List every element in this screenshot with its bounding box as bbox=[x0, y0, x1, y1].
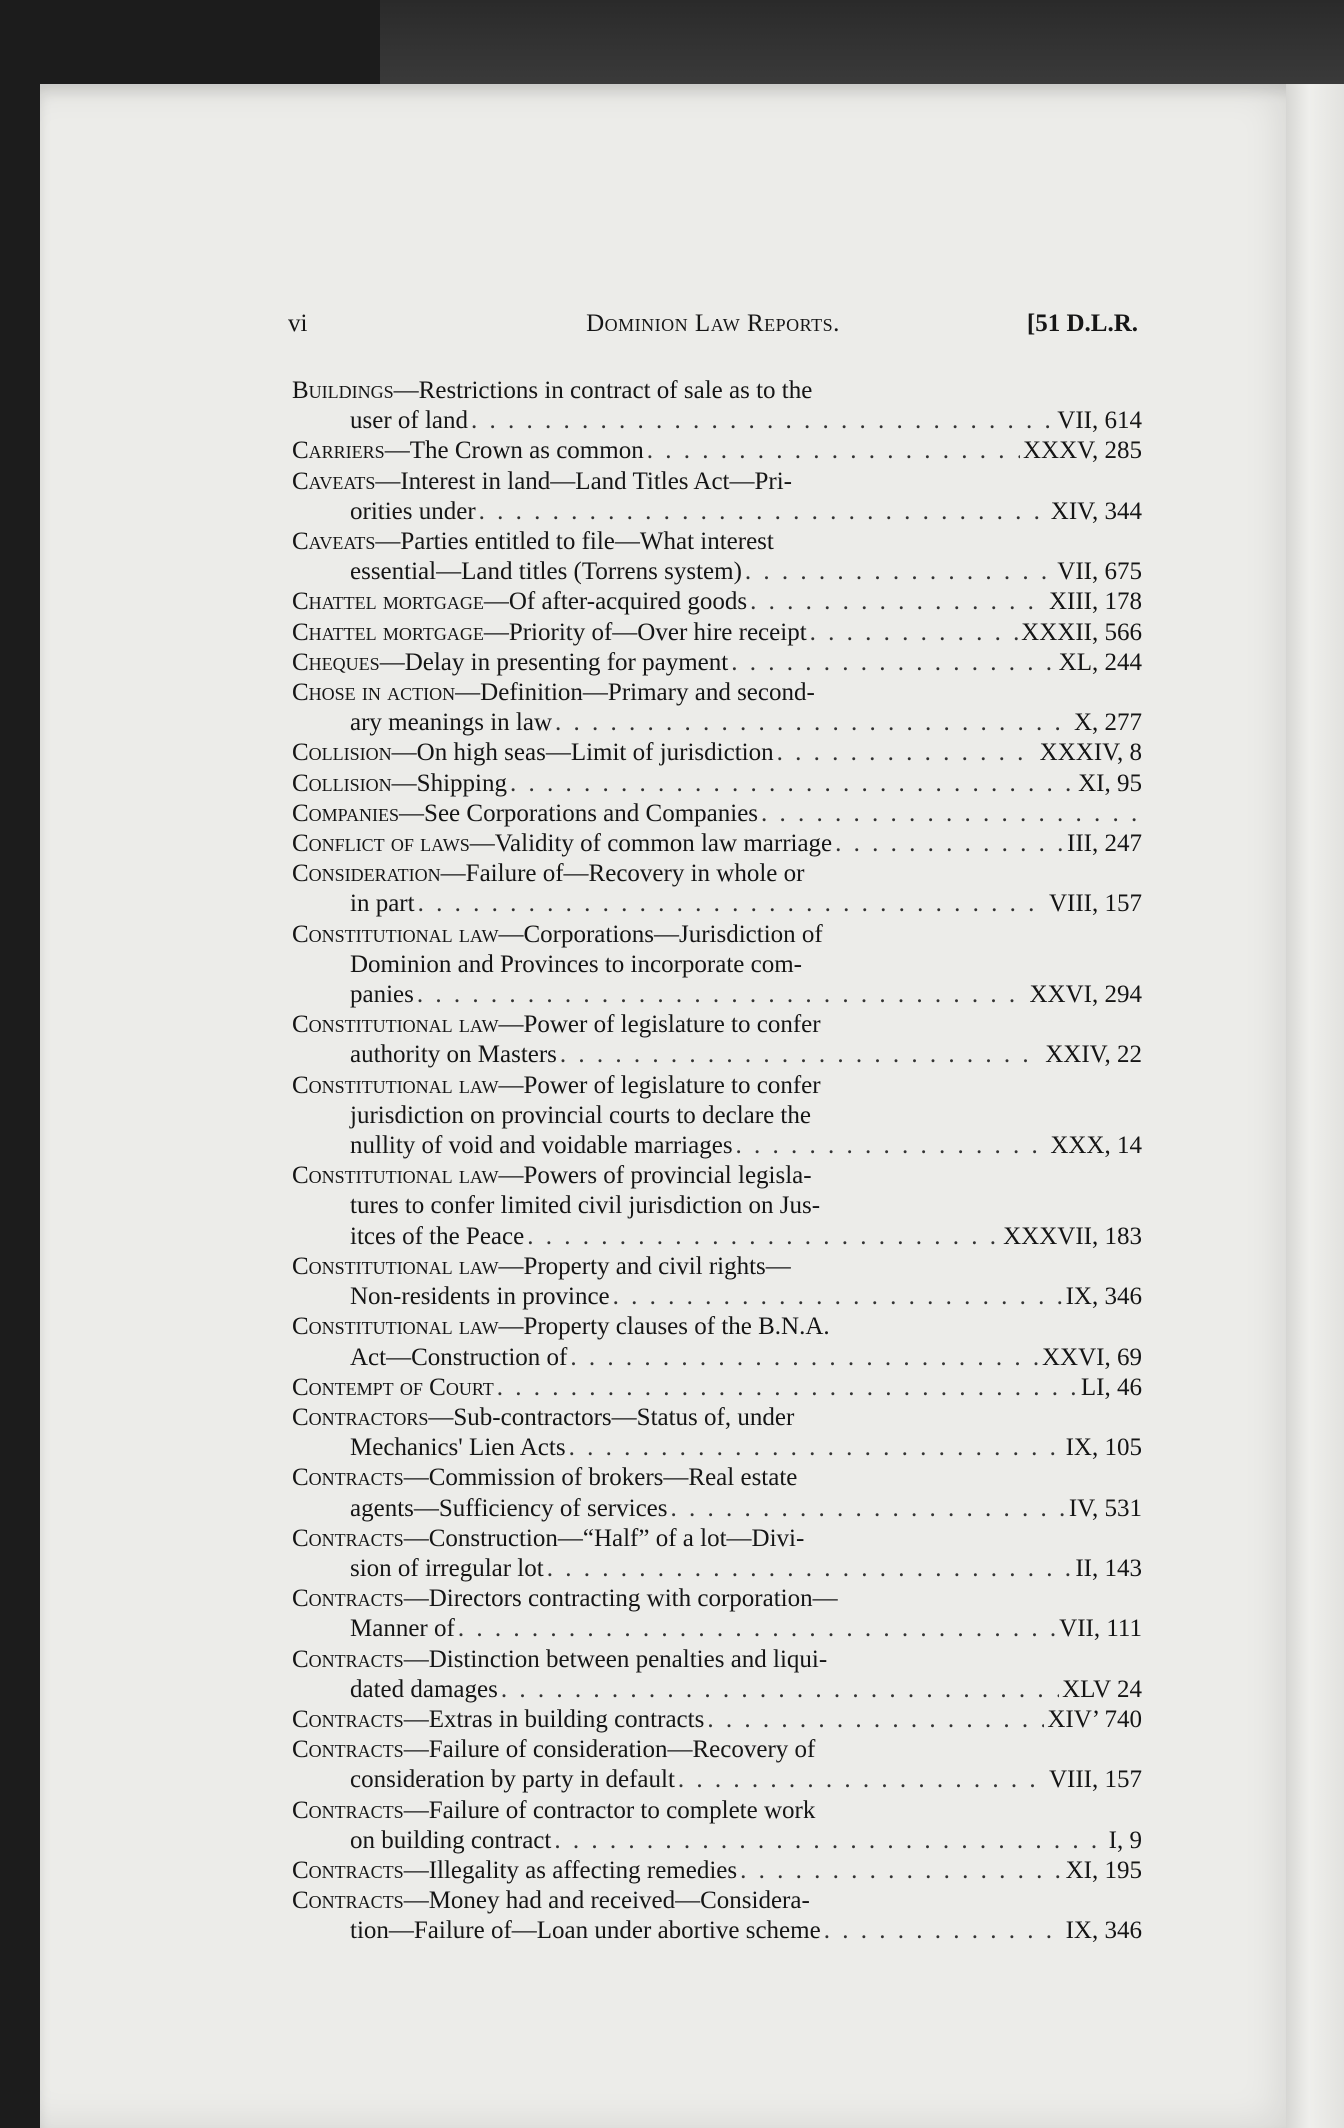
entry-heading: Constitutional law bbox=[292, 1313, 499, 1341]
index-entry bbox=[292, 1312, 1142, 1372]
index-entry bbox=[292, 1071, 1142, 1162]
entry-heading: Constitutional law bbox=[292, 1252, 499, 1280]
entry-heading: Cheques bbox=[292, 648, 380, 676]
entry-line bbox=[292, 497, 1142, 527]
entry-text: —Distinction between penalties and liqui- bbox=[403, 1645, 828, 1673]
entry-text: —Sub-contractors—Status of, under bbox=[428, 1403, 795, 1431]
entry-line bbox=[292, 1131, 1142, 1161]
entry-line bbox=[292, 1373, 1142, 1403]
entry-text: —Money had and received—Considera- bbox=[403, 1887, 810, 1915]
entry-line bbox=[292, 376, 1142, 406]
entry-text: —Power of legislature to confer bbox=[498, 1011, 821, 1039]
entry-text: ary meanings in law bbox=[350, 709, 553, 737]
leader-dots bbox=[707, 1705, 1044, 1735]
index-entry bbox=[292, 587, 1142, 617]
entry-text: Act—Construction of bbox=[350, 1343, 568, 1371]
entry-text: —Extras in building contracts bbox=[403, 1705, 705, 1733]
entry-line bbox=[292, 527, 1142, 557]
entry-text: —Restrictions in contract of sale as to the bbox=[393, 377, 813, 404]
page-edge bbox=[1286, 84, 1344, 2128]
index-entry bbox=[292, 467, 1142, 527]
entry-line bbox=[292, 1040, 1142, 1070]
leader-dots bbox=[471, 406, 1054, 436]
entry-line bbox=[292, 1916, 1142, 1946]
entry-line bbox=[292, 467, 1142, 497]
entry-line bbox=[292, 1494, 1142, 1524]
running-header bbox=[288, 310, 1138, 350]
leader-dots bbox=[750, 587, 1046, 617]
volume-page-reference: VIII, 157 bbox=[1048, 1766, 1142, 1794]
leader-dots bbox=[418, 889, 1046, 919]
index-entry bbox=[292, 738, 1142, 768]
volume-page-reference: XXIV, 22 bbox=[1045, 1041, 1142, 1069]
entry-text: agents—Sufficiency of services bbox=[350, 1494, 668, 1522]
leader-dots bbox=[458, 1614, 1056, 1644]
index-entry bbox=[292, 859, 1142, 919]
publication-title: Dominion Law Reports. bbox=[586, 310, 840, 337]
volume-page-reference: XXX, 14 bbox=[1050, 1132, 1142, 1160]
leader-dots bbox=[510, 769, 1075, 799]
entry-line bbox=[292, 648, 1142, 678]
volume-page-reference: XXXII, 566 bbox=[1021, 618, 1142, 646]
entry-text: user of land bbox=[350, 407, 469, 435]
index-entry bbox=[292, 829, 1142, 859]
entry-line bbox=[292, 1191, 1142, 1221]
volume-page-reference: VII, 614 bbox=[1057, 407, 1142, 435]
entry-heading: Contracts bbox=[292, 1464, 404, 1492]
leader-dots bbox=[497, 1373, 1078, 1403]
entry-line bbox=[292, 1796, 1142, 1826]
index-entry bbox=[292, 376, 1142, 436]
index-entry bbox=[292, 1856, 1142, 1886]
book-binding bbox=[380, 0, 1344, 95]
entry-heading: Consideration bbox=[292, 860, 441, 888]
entry-line bbox=[292, 1705, 1142, 1735]
entry-line bbox=[292, 1614, 1142, 1644]
volume-page-reference: IX, 105 bbox=[1065, 1434, 1142, 1462]
entry-line bbox=[292, 1645, 1142, 1675]
volume-page-reference: VII, 111 bbox=[1059, 1615, 1142, 1643]
entry-text: panies bbox=[350, 981, 414, 1009]
leader-dots bbox=[613, 1282, 1063, 1312]
entry-text: tures to confer limited civil jurisdiction on Jus- bbox=[350, 1192, 821, 1220]
entry-text: —Powers of provincial legisla- bbox=[498, 1162, 812, 1190]
index-entry bbox=[292, 618, 1142, 648]
leader-dots bbox=[824, 1916, 1063, 1946]
entry-line bbox=[292, 618, 1142, 648]
volume-page-reference: XI, 95 bbox=[1078, 769, 1142, 797]
volume-page-reference: XIV, 344 bbox=[1050, 497, 1142, 525]
volume-page-reference: III, 247 bbox=[1067, 830, 1142, 858]
entry-text: —See Corporations and Companies bbox=[399, 799, 759, 827]
entry-line bbox=[292, 678, 1142, 708]
entry-line bbox=[292, 1343, 1142, 1373]
volume-page-reference: XXXV, 285 bbox=[1023, 437, 1142, 465]
volume-page-reference: I, 9 bbox=[1108, 1826, 1142, 1854]
entry-heading: Carriers bbox=[292, 437, 385, 465]
entry-line bbox=[292, 1765, 1142, 1795]
entry-line bbox=[292, 769, 1142, 799]
entry-text: —Interest in land—Land Titles Act—Pri- bbox=[375, 467, 792, 495]
entry-line bbox=[292, 1403, 1142, 1433]
entry-heading: Contracts bbox=[292, 1585, 404, 1613]
leader-dots bbox=[678, 1765, 1046, 1795]
entry-line bbox=[292, 950, 1142, 980]
index-entry bbox=[292, 1373, 1142, 1403]
volume-page-reference: XIV’ 740 bbox=[1047, 1705, 1142, 1733]
leader-dots bbox=[761, 799, 1139, 829]
entry-text: —Construction—“Half” of a lot—Divi- bbox=[403, 1524, 805, 1552]
entry-heading: Contracts bbox=[292, 1524, 404, 1552]
entry-text: —The Crown as common bbox=[384, 437, 644, 465]
entry-text: in part bbox=[350, 890, 415, 918]
leader-dots bbox=[417, 980, 1027, 1010]
index-entry bbox=[292, 799, 1142, 829]
entry-heading: Chose in action bbox=[292, 679, 456, 707]
entry-line bbox=[292, 1010, 1142, 1040]
leader-dots bbox=[835, 829, 1064, 859]
entry-text: consideration by party in default bbox=[350, 1766, 675, 1794]
leader-dots bbox=[501, 1675, 1059, 1705]
volume-page-reference: IX, 346 bbox=[1065, 1283, 1142, 1311]
index-entry bbox=[292, 1403, 1142, 1463]
entry-text: —Property clauses of the B.N.A. bbox=[498, 1313, 830, 1341]
entry-text: on building contract bbox=[350, 1826, 552, 1854]
entry-text: dated damages bbox=[350, 1675, 498, 1703]
entry-line bbox=[292, 436, 1142, 466]
entry-heading: Chattel mortgage bbox=[292, 588, 484, 616]
entry-text: —Of after-acquired goods bbox=[483, 588, 748, 616]
index-entry bbox=[292, 1252, 1142, 1312]
volume-page-reference: X, 277 bbox=[1073, 709, 1142, 737]
entry-heading: Caveats bbox=[292, 467, 376, 495]
entry-text: —Definition—Primary and second- bbox=[455, 679, 815, 707]
entry-line bbox=[292, 1554, 1142, 1584]
entry-line bbox=[292, 557, 1142, 587]
entry-text: —Delay in presenting for payment bbox=[379, 648, 729, 676]
volume-page-reference: XXXIV, 8 bbox=[1039, 739, 1142, 767]
volume-page-reference: XXVI, 294 bbox=[1029, 981, 1142, 1009]
entry-text: —Corporations—Jurisdiction of bbox=[498, 920, 823, 948]
entry-text: Non-residents in province bbox=[350, 1283, 610, 1311]
entry-line bbox=[292, 738, 1142, 768]
entry-text: Dominion and Provinces to incorporate com- bbox=[350, 950, 802, 978]
entry-heading: Collision bbox=[292, 769, 392, 797]
entry-line bbox=[292, 708, 1142, 738]
entry-text: —Power of legislature to confer bbox=[498, 1071, 821, 1099]
leader-dots bbox=[555, 708, 1071, 738]
leader-dots bbox=[560, 1040, 1042, 1070]
index-entry bbox=[292, 1796, 1142, 1856]
index-entry bbox=[292, 648, 1142, 678]
index-entry bbox=[292, 769, 1142, 799]
entry-line bbox=[292, 1282, 1142, 1312]
entry-text: —Illegality as affecting remedies bbox=[403, 1856, 738, 1884]
leader-dots bbox=[569, 1433, 1063, 1463]
leader-dots bbox=[547, 1554, 1073, 1584]
entry-line bbox=[292, 1312, 1142, 1342]
entry-text: jurisdiction on provincial courts to declare the bbox=[350, 1101, 811, 1129]
index-entry bbox=[292, 436, 1142, 466]
index-entry bbox=[292, 1886, 1142, 1946]
entry-text: tion—Failure of—Loan under abortive scheme bbox=[350, 1917, 821, 1945]
entry-text: —Priority of—Over hire receipt bbox=[483, 618, 807, 646]
entry-line bbox=[292, 1886, 1142, 1916]
volume-page-reference: XL, 244 bbox=[1058, 648, 1142, 676]
entry-heading: Contracts bbox=[292, 1796, 404, 1824]
entry-heading: Contracts bbox=[292, 1705, 404, 1733]
volume-page-reference: IX, 346 bbox=[1065, 1917, 1142, 1945]
leader-dots bbox=[777, 738, 1037, 768]
index-entries bbox=[292, 376, 1142, 1947]
entry-text: —Property and civil rights— bbox=[498, 1252, 791, 1280]
volume-page-reference: VII, 675 bbox=[1057, 558, 1142, 586]
leader-dots bbox=[570, 1343, 1039, 1373]
entry-text: sion of irregular lot bbox=[350, 1554, 544, 1582]
entry-text: authority on Masters bbox=[350, 1041, 557, 1069]
index-entry bbox=[292, 920, 1142, 1011]
volume-page-reference: XXXVII, 183 bbox=[1003, 1222, 1142, 1250]
index-entry bbox=[292, 1463, 1142, 1523]
entry-text: itces of the Peace bbox=[350, 1222, 525, 1250]
entry-heading: Conflict of laws bbox=[292, 830, 470, 858]
entry-heading: Contracts bbox=[292, 1736, 404, 1764]
index-entry bbox=[292, 527, 1142, 587]
index-entry bbox=[292, 1705, 1142, 1735]
entry-text: —Shipping bbox=[391, 769, 507, 797]
entry-heading: Constitutional law bbox=[292, 1162, 499, 1190]
entry-line bbox=[292, 1252, 1142, 1282]
entry-heading: Constitutional law bbox=[292, 1071, 499, 1099]
leader-dots bbox=[810, 618, 1019, 648]
volume-page-reference: XI, 195 bbox=[1065, 1856, 1142, 1884]
leader-dots bbox=[736, 1131, 1048, 1161]
volume-page-reference: XXVI, 69 bbox=[1042, 1343, 1142, 1371]
volume-page-reference: XLV 24 bbox=[1062, 1675, 1142, 1703]
entry-line bbox=[292, 1101, 1142, 1131]
entry-text: —Failure of—Recovery in whole or bbox=[440, 860, 805, 888]
leader-dots bbox=[740, 1856, 1062, 1886]
entry-line bbox=[292, 1524, 1142, 1554]
index-entry bbox=[292, 1735, 1142, 1795]
entry-line bbox=[292, 859, 1142, 889]
entry-line bbox=[292, 1463, 1142, 1493]
leader-dots bbox=[671, 1494, 1066, 1524]
entry-heading: Chattel mortgage bbox=[292, 618, 484, 646]
index-entry bbox=[292, 1584, 1142, 1644]
entry-line bbox=[292, 1675, 1142, 1705]
volume-page-reference: XIII, 178 bbox=[1048, 588, 1142, 616]
entry-heading: Contracts bbox=[292, 1856, 404, 1884]
entry-line bbox=[292, 799, 1142, 829]
entry-heading: Companies bbox=[292, 799, 400, 827]
entry-line bbox=[292, 406, 1142, 436]
entry-line bbox=[292, 1826, 1142, 1856]
entry-line bbox=[292, 829, 1142, 859]
entry-heading: Caveats bbox=[292, 528, 376, 556]
volume-page-reference: IV, 531 bbox=[1068, 1494, 1142, 1522]
entry-line bbox=[292, 1735, 1142, 1765]
entry-text: —Commission of brokers—Real estate bbox=[403, 1464, 798, 1492]
index-entry bbox=[292, 1524, 1142, 1584]
entry-heading: Constitutional law bbox=[292, 920, 499, 948]
entry-text: —Directors contracting with corporation— bbox=[403, 1585, 838, 1613]
volume-page-reference: II, 143 bbox=[1075, 1554, 1142, 1582]
entry-heading: Buildings bbox=[292, 377, 394, 404]
entry-line bbox=[292, 920, 1142, 950]
entry-line bbox=[292, 1222, 1142, 1252]
volume-page-reference: LI, 46 bbox=[1080, 1373, 1142, 1401]
entry-line bbox=[292, 1071, 1142, 1101]
entry-text: —Failure of contractor to complete work bbox=[403, 1796, 816, 1824]
entry-text: nullity of void and voidable marriages bbox=[350, 1132, 733, 1160]
entry-line bbox=[292, 587, 1142, 617]
entry-text: Manner of bbox=[350, 1615, 455, 1643]
volume-label: [51 D.L.R. bbox=[1026, 310, 1138, 337]
entry-text: essential—Land titles (Torrens system) bbox=[350, 558, 742, 586]
volume-page-reference: VIII, 157 bbox=[1048, 890, 1142, 918]
entry-line bbox=[292, 1856, 1142, 1886]
entry-line bbox=[292, 889, 1142, 919]
entry-heading: Contracts bbox=[292, 1887, 404, 1915]
entry-line bbox=[292, 980, 1142, 1010]
leader-dots bbox=[479, 497, 1048, 527]
index-entry bbox=[292, 1645, 1142, 1705]
index-entry bbox=[292, 678, 1142, 738]
index-entry bbox=[292, 1161, 1142, 1252]
entry-text: —Validity of common law marriage bbox=[469, 830, 833, 858]
entry-heading: Contractors bbox=[292, 1403, 429, 1431]
entry-text: —Failure of consideration—Recovery of bbox=[403, 1736, 816, 1764]
entry-heading: Constitutional law bbox=[292, 1011, 499, 1039]
entry-text: orities under bbox=[350, 497, 476, 525]
entry-heading: Contracts bbox=[292, 1645, 404, 1673]
entry-text: Mechanics' Lien Acts bbox=[350, 1434, 566, 1462]
entry-heading: Contempt of Court bbox=[292, 1373, 494, 1401]
entry-line bbox=[292, 1584, 1142, 1614]
entry-text: —Parties entitled to file—What interest bbox=[375, 528, 774, 556]
leader-dots bbox=[554, 1826, 1105, 1856]
entry-line bbox=[292, 1161, 1142, 1191]
entry-line bbox=[292, 1433, 1142, 1463]
page-number: vi bbox=[288, 310, 308, 337]
leader-dots bbox=[745, 557, 1054, 587]
leader-dots bbox=[647, 436, 1020, 466]
index-entry bbox=[292, 1010, 1142, 1070]
leader-dots bbox=[731, 648, 1055, 678]
entry-text: —On high seas—Limit of jurisdiction bbox=[391, 739, 774, 767]
entry-heading: Collision bbox=[292, 739, 392, 767]
leader-dots bbox=[527, 1222, 1000, 1252]
